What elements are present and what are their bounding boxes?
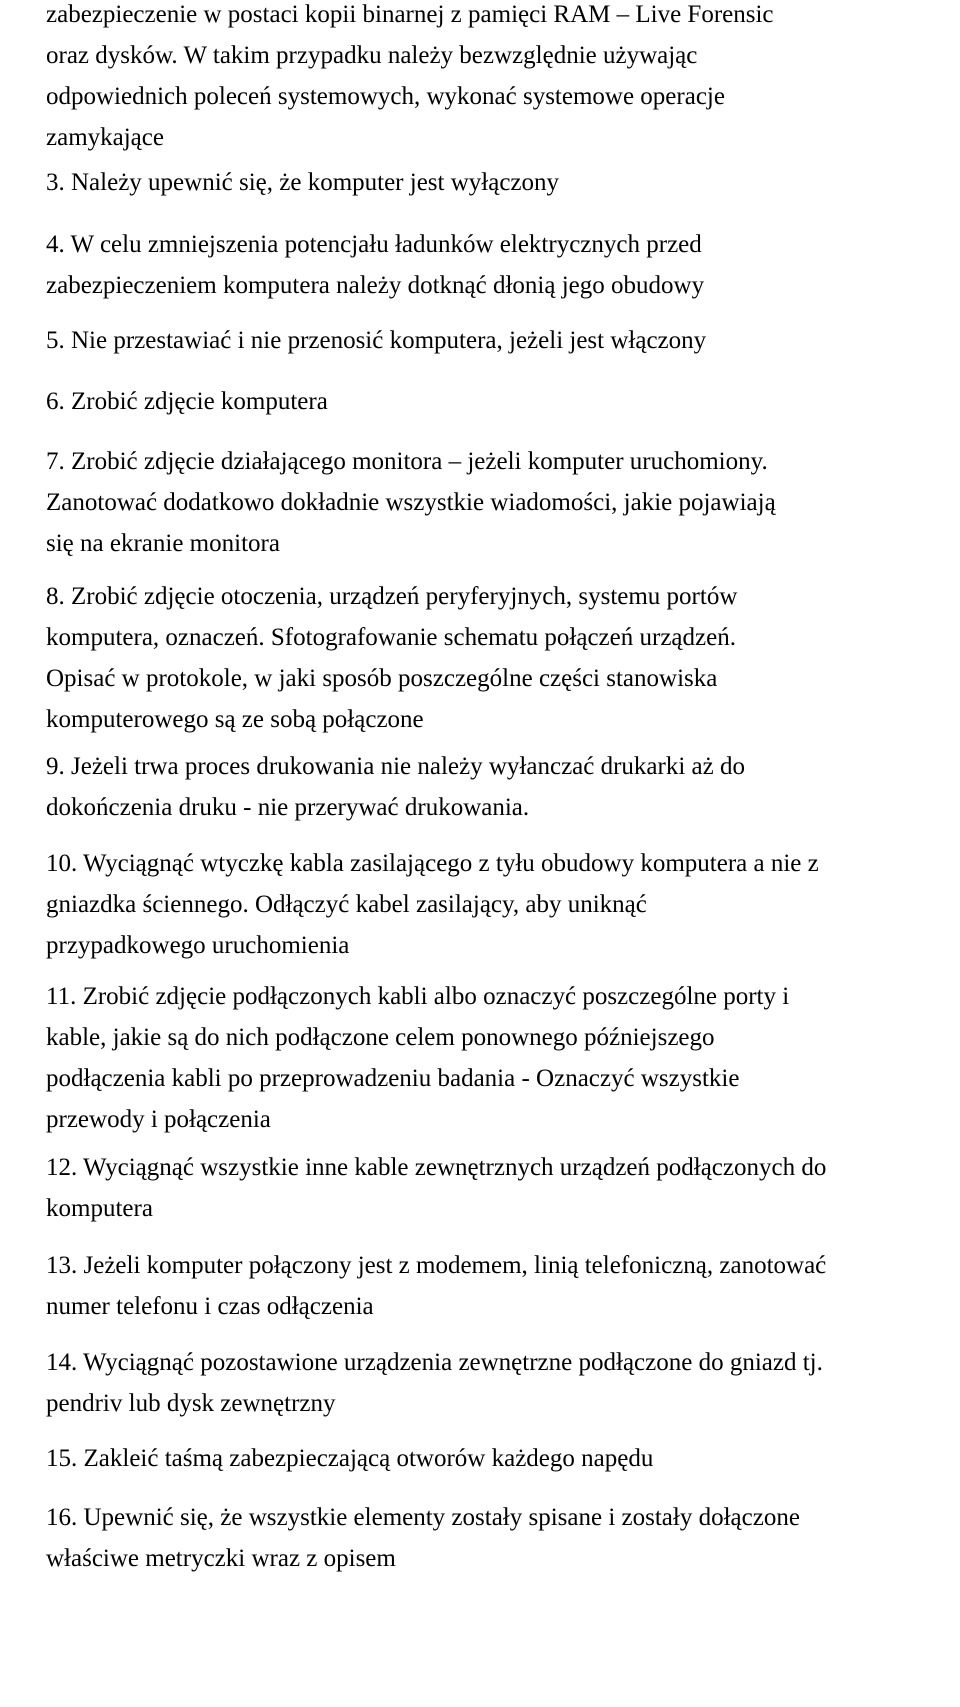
list-item-12 <box>46 1147 950 1229</box>
list-item-line: dokończenia druku - nie przerywać drukowania. <box>46 794 530 821</box>
list-item-8 <box>46 576 950 740</box>
list-item-line: 8. Zrobić zdjęcie otoczenia, urządzeń peryferyjnych, systemu portów <box>46 583 738 610</box>
list-item-line: Zanotować dodatkowo dokładnie wszystkie wiadomości, jakie pojawiają <box>46 489 776 516</box>
list-item-line: 4. W celu zmniejszenia potencjału ładunków elektrycznych przed <box>46 231 702 258</box>
list-item-line: komputerowego są ze sobą połączone <box>46 706 424 733</box>
list-item-line: przypadkowego uruchomienia <box>46 932 350 959</box>
list-item-line: Opisać w protokole, w jaki sposób poszczególne części stanowiska <box>46 665 718 692</box>
list-item-line: się na ekranie monitora <box>46 530 280 557</box>
intro-paragraph <box>46 0 906 158</box>
list-item-line: 16. Upewnić się, że wszystkie elementy zostały spisane i zostały dołączone <box>46 1504 800 1531</box>
list-item-line: komputera, oznaczeń. Sfotografowanie schematu połączeń urządzeń. <box>46 624 736 651</box>
intro-line: odpowiednich poleceń systemowych, wykonać systemowe operacje <box>46 83 725 110</box>
list-item-13 <box>46 1245 950 1327</box>
list-item-line: komputera <box>46 1195 153 1222</box>
list-item-line: 15. Zakleić taśmą zabezpieczającą otworów każdego napędu <box>46 1445 654 1472</box>
list-item-line: 14. Wyciągnąć pozostawione urządzenia zewnętrzne podłączone do gniazd tj. <box>46 1349 823 1376</box>
list-item-line: 10. Wyciągnąć wtyczkę kabla zasilającego z tyłu obudowy komputera a nie z <box>46 850 819 877</box>
list-item-line: przewody i połączenia <box>46 1106 271 1133</box>
list-item-line: numer telefonu i czas odłączenia <box>46 1293 374 1320</box>
list-item-line: 6. Zrobić zdjęcie komputera <box>46 388 328 415</box>
list-item-16 <box>46 1497 950 1579</box>
list-item-9 <box>46 746 950 828</box>
list-item-line: zabezpieczeniem komputera należy dotknąć dłonią jego obudowy <box>46 272 705 299</box>
list-item-line: 5. Nie przestawiać i nie przenosić komputera, jeżeli jest włączony <box>46 327 707 354</box>
list-item-10 <box>46 843 950 966</box>
list-item-5 <box>46 320 950 361</box>
list-item-line: 13. Jeżeli komputer połączony jest z modemem, linią telefoniczną, zanotować <box>46 1252 827 1279</box>
list-item-4 <box>46 224 950 306</box>
list-item-line: gniazdka ściennego. Odłączyć kabel zasilający, aby uniknąć <box>46 891 647 918</box>
list-item-3 <box>46 162 950 203</box>
list-item-7 <box>46 441 950 564</box>
intro-line: zamykające <box>46 124 164 151</box>
list-item-15 <box>46 1438 950 1479</box>
list-item-line: kable, jakie są do nich podłączone celem ponownego późniejszego <box>46 1024 715 1051</box>
list-item-line: 12. Wyciągnąć wszystkie inne kable zewnętrznych urządzeń podłączonych do <box>46 1154 827 1181</box>
list-item-14 <box>46 1342 950 1424</box>
list-item-6 <box>46 381 950 422</box>
list-item-line: 7. Zrobić zdjęcie działającego monitora – jeżeli komputer uruchomiony. <box>46 448 768 475</box>
list-item-line: 11. Zrobić zdjęcie podłączonych kabli albo oznaczyć poszczególne porty i <box>46 983 790 1010</box>
list-item-line: 9. Jeżeli trwa proces drukowania nie należy wyłanczać drukarki aż do <box>46 753 745 780</box>
list-item-line: właściwe metryczki wraz z opisem <box>46 1545 396 1572</box>
intro-line: oraz dysków. W takim przypadku należy bezwzględnie używając <box>46 42 698 69</box>
list-item-line: 3. Należy upewnić się, że komputer jest wyłączony <box>46 169 560 196</box>
intro-line: zabezpieczenie w postaci kopii binarnej z pamięci RAM – Live Forensic <box>46 1 774 28</box>
list-item-line: podłączenia kabli po przeprowadzeniu badania - Oznaczyć wszystkie <box>46 1065 740 1092</box>
list-item-line: pendriv lub dysk zewnętrzny <box>46 1390 336 1417</box>
list-item-11 <box>46 976 950 1140</box>
